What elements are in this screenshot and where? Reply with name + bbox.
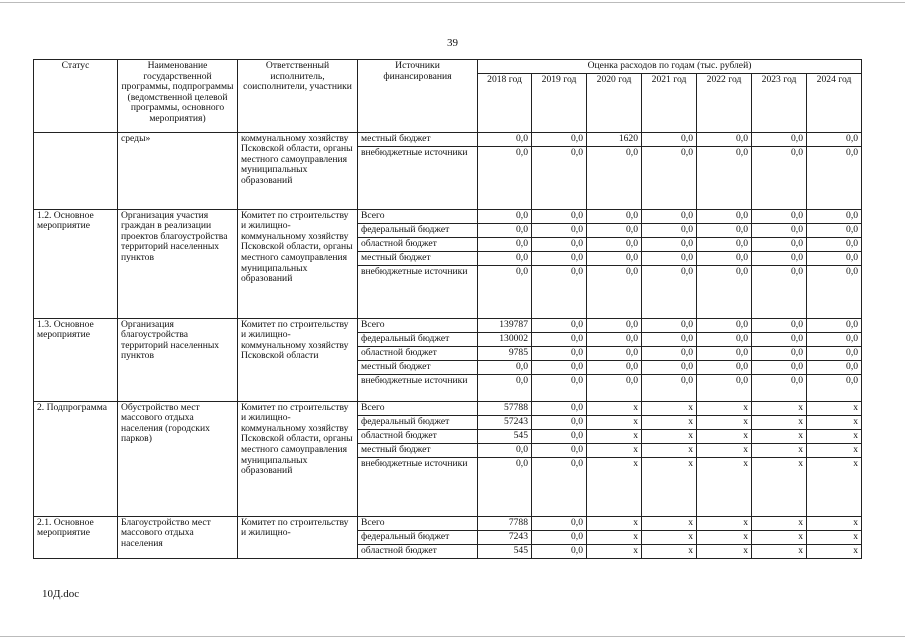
cell-value: 0,0 [807,223,862,237]
cell-value: x [807,457,862,516]
cell-value: 0,0 [697,251,752,265]
cell-value: 0,0 [807,132,862,146]
cell-value: 0,0 [642,237,697,251]
cell-value: 0,0 [587,360,642,374]
cell-source: местный бюджет [358,443,478,457]
cell-value: 0,0 [642,346,697,360]
scan-edge-bottom [0,636,905,637]
cell-value: 0,0 [532,429,587,443]
cell-value: x [752,415,807,429]
cell-value: x [752,544,807,558]
cell-value: 0,0 [478,360,532,374]
cell-value: x [697,401,752,415]
cell-value: 0,0 [642,265,697,318]
cell-value: 0,0 [478,132,532,146]
cell-value: 0,0 [478,209,532,223]
cell-value: 0,0 [752,360,807,374]
cell-value: 130002 [478,332,532,346]
cell-value: 0,0 [532,132,587,146]
cell-value: x [587,544,642,558]
cell-value: 0,0 [752,346,807,360]
cell-value: 0,0 [807,332,862,346]
cell-status: 2. Подпрограмма [34,401,118,516]
cell-responsible: Комитет по строительству и жилищно-коммунальному хозяйству Псковской области, органы местного самоуправления муниципальных образований [238,401,358,516]
cell-value: 545 [478,544,532,558]
cell-value: 0,0 [478,265,532,318]
table-row [34,516,862,530]
cell-value: 0,0 [642,251,697,265]
cell-value: x [807,516,862,530]
cell-value: 0,0 [587,251,642,265]
cell-value: x [587,457,642,516]
cell-source: местный бюджет [358,251,478,265]
cell-value: 0,0 [587,237,642,251]
cell-value: 0,0 [532,209,587,223]
cell-value: 0,0 [478,223,532,237]
cell-value: 0,0 [532,443,587,457]
cell-value: 0,0 [532,457,587,516]
cell-value: 0,0 [807,360,862,374]
cell-value: 0,0 [642,209,697,223]
cell-value: x [587,429,642,443]
cell-source: федеральный бюджет [358,415,478,429]
cell-value: x [807,443,862,457]
cell-value: 0,0 [752,251,807,265]
cell-value: x [752,429,807,443]
cell-value: 0,0 [532,318,587,332]
cell-value: 0,0 [697,146,752,209]
cell-value: x [807,401,862,415]
cell-value: 0,0 [478,457,532,516]
cell-value: 0,0 [478,251,532,265]
cell-value: x [697,415,752,429]
cell-value: 0,0 [752,209,807,223]
cell-value: 7788 [478,516,532,530]
cell-value: 0,0 [807,209,862,223]
cell-source: местный бюджет [358,132,478,146]
cell-source: областной бюджет [358,429,478,443]
cell-value: 0,0 [642,374,697,401]
table-body [34,132,862,558]
cell-source: внебюджетные источники [358,457,478,516]
cell-value: 0,0 [807,318,862,332]
cell-value: x [642,443,697,457]
cell-value: 0,0 [587,318,642,332]
footer-filename: 10Д.doc [42,588,80,600]
cell-value: 0,0 [752,332,807,346]
table-row [34,318,862,332]
cell-responsible: Комитет по строительству и жилищно- [238,516,358,558]
cell-value: x [697,457,752,516]
cell-value: x [642,401,697,415]
cell-value: 0,0 [752,223,807,237]
cell-value: 0,0 [478,146,532,209]
header-year: 2022 год [697,73,752,132]
cell-source: Всего [358,516,478,530]
header-row [34,60,862,74]
cell-value: 0,0 [697,332,752,346]
cell-value: 0,0 [697,237,752,251]
cell-value: x [642,530,697,544]
cell-value: 9785 [478,346,532,360]
cell-name: среды» [118,132,238,209]
cell-value: 0,0 [642,332,697,346]
cell-value: 0,0 [532,237,587,251]
cell-source: федеральный бюджет [358,332,478,346]
header-responsible: Ответственный исполнитель, соисполнители, участники [238,60,358,133]
cell-source: местный бюджет [358,360,478,374]
cell-value: x [752,401,807,415]
cell-value: 0,0 [642,318,697,332]
cell-value: 0,0 [807,346,862,360]
cell-value: 7243 [478,530,532,544]
cell-value: 0,0 [587,346,642,360]
cell-value: 0,0 [697,374,752,401]
cell-value: 139787 [478,318,532,332]
cell-value: 0,0 [478,443,532,457]
header-year: 2018 год [478,73,532,132]
cell-value: x [642,457,697,516]
cell-value: 1620 [587,132,642,146]
cell-source: внебюджетные источники [358,374,478,401]
header-estimate: Оценка расходов по годам (тыс. рублей) [478,60,862,74]
cell-value: 0,0 [642,132,697,146]
cell-value: x [642,429,697,443]
cell-value: 0,0 [478,374,532,401]
cell-value: 0,0 [752,374,807,401]
table-row [34,209,862,223]
cell-value: 0,0 [532,401,587,415]
cell-value: x [752,516,807,530]
cell-value: 0,0 [752,132,807,146]
cell-value: 0,0 [752,146,807,209]
cell-status: 2.1. Основное мероприятие [34,516,118,558]
cell-value: 0,0 [697,209,752,223]
cell-value: 0,0 [478,237,532,251]
cell-value: 57788 [478,401,532,415]
table-row [34,132,862,146]
scan-edge-top [0,2,905,3]
cell-value: x [807,429,862,443]
cell-value: 0,0 [532,530,587,544]
cell-value: x [642,415,697,429]
cell-value: 0,0 [697,223,752,237]
header-year: 2023 год [752,73,807,132]
cell-value: 0,0 [697,346,752,360]
cell-value: x [642,516,697,530]
cell-value: 545 [478,429,532,443]
cell-source: областной бюджет [358,237,478,251]
cell-value: 0,0 [532,332,587,346]
cell-value: 0,0 [532,251,587,265]
header-year: 2021 год [642,73,697,132]
cell-value: 0,0 [697,318,752,332]
cell-name: Организация участия граждан в реализации проектов благоустройства территорий населенных пунктов [118,209,238,318]
cell-value: 0,0 [532,223,587,237]
cell-value: x [642,544,697,558]
cell-source: Всего [358,209,478,223]
cell-value: x [587,443,642,457]
header-sources: Источники финансирования [358,60,478,133]
cell-value: 0,0 [532,415,587,429]
table-row [34,401,862,415]
cell-name: Организация благоустройства территорий населенных пунктов [118,318,238,401]
cell-value: x [752,530,807,544]
cell-source: федеральный бюджет [358,223,478,237]
cell-source: Всего [358,318,478,332]
cell-value: 0,0 [752,265,807,318]
cell-value: x [587,530,642,544]
cell-value: 0,0 [807,374,862,401]
cell-value: 0,0 [532,360,587,374]
cell-value: 0,0 [587,209,642,223]
cell-value: 0,0 [587,146,642,209]
page-number: 39 [447,37,458,49]
cell-value: 0,0 [532,374,587,401]
cell-value: x [807,415,862,429]
cell-responsible: Комитет по строительству и жилищно-коммунальному хозяйству Псковской области, органы местного самоуправления муниципальных образований [238,209,358,318]
cell-responsible: Комитет по строительству и жилищно-коммунальному хозяйству Псковской области [238,318,358,401]
cell-value: x [697,516,752,530]
cell-value: 0,0 [587,374,642,401]
cell-value: x [752,457,807,516]
header-year: 2019 год [532,73,587,132]
cell-value: x [807,530,862,544]
cell-value: 0,0 [807,237,862,251]
cell-value: x [697,429,752,443]
cell-value: 0,0 [587,223,642,237]
cell-name: Обустройство мест массового отдыха населения (городских парков) [118,401,238,516]
cell-value: x [587,516,642,530]
cell-responsible: коммунальному хозяйству Псковской области, органы местного самоуправления муниципальных образований [238,132,358,209]
cell-value: 0,0 [532,346,587,360]
cell-source: областной бюджет [358,544,478,558]
cell-value: x [587,401,642,415]
cell-source: Всего [358,401,478,415]
cell-value: 57243 [478,415,532,429]
cell-value: x [697,443,752,457]
cell-value: 0,0 [697,265,752,318]
budget-table [33,59,862,559]
header-year: 2020 год [587,73,642,132]
header-name: Наименование государственной программы, подпрограммы (ведомственной целевой программы, основного мероприятия) [118,60,238,133]
cell-value: x [752,443,807,457]
cell-value: 0,0 [587,265,642,318]
cell-value: 0,0 [807,265,862,318]
cell-source: внебюджетные источники [358,146,478,209]
cell-value: 0,0 [697,132,752,146]
cell-value: 0,0 [532,516,587,530]
header-status: Статус [34,60,118,133]
cell-value: 0,0 [532,146,587,209]
cell-value: 0,0 [642,360,697,374]
cell-value: 0,0 [587,332,642,346]
cell-value: 0,0 [752,237,807,251]
cell-status: 1.2. Основное мероприятие [34,209,118,318]
cell-value: 0,0 [532,265,587,318]
cell-value: x [697,530,752,544]
cell-source: федеральный бюджет [358,530,478,544]
cell-value: x [587,415,642,429]
cell-value: 0,0 [807,146,862,209]
cell-value: x [807,544,862,558]
cell-source: внебюджетные источники [358,265,478,318]
header-year: 2024 год [807,73,862,132]
cell-value: 0,0 [807,251,862,265]
cell-value: 0,0 [642,146,697,209]
cell-value: 0,0 [532,544,587,558]
cell-source: областной бюджет [358,346,478,360]
cell-value: 0,0 [697,360,752,374]
cell-status [34,132,118,209]
cell-status: 1.3. Основное мероприятие [34,318,118,401]
cell-name: Благоустройство мест массового отдыха населения [118,516,238,558]
cell-value: 0,0 [642,223,697,237]
cell-value: x [697,544,752,558]
cell-value: 0,0 [752,318,807,332]
